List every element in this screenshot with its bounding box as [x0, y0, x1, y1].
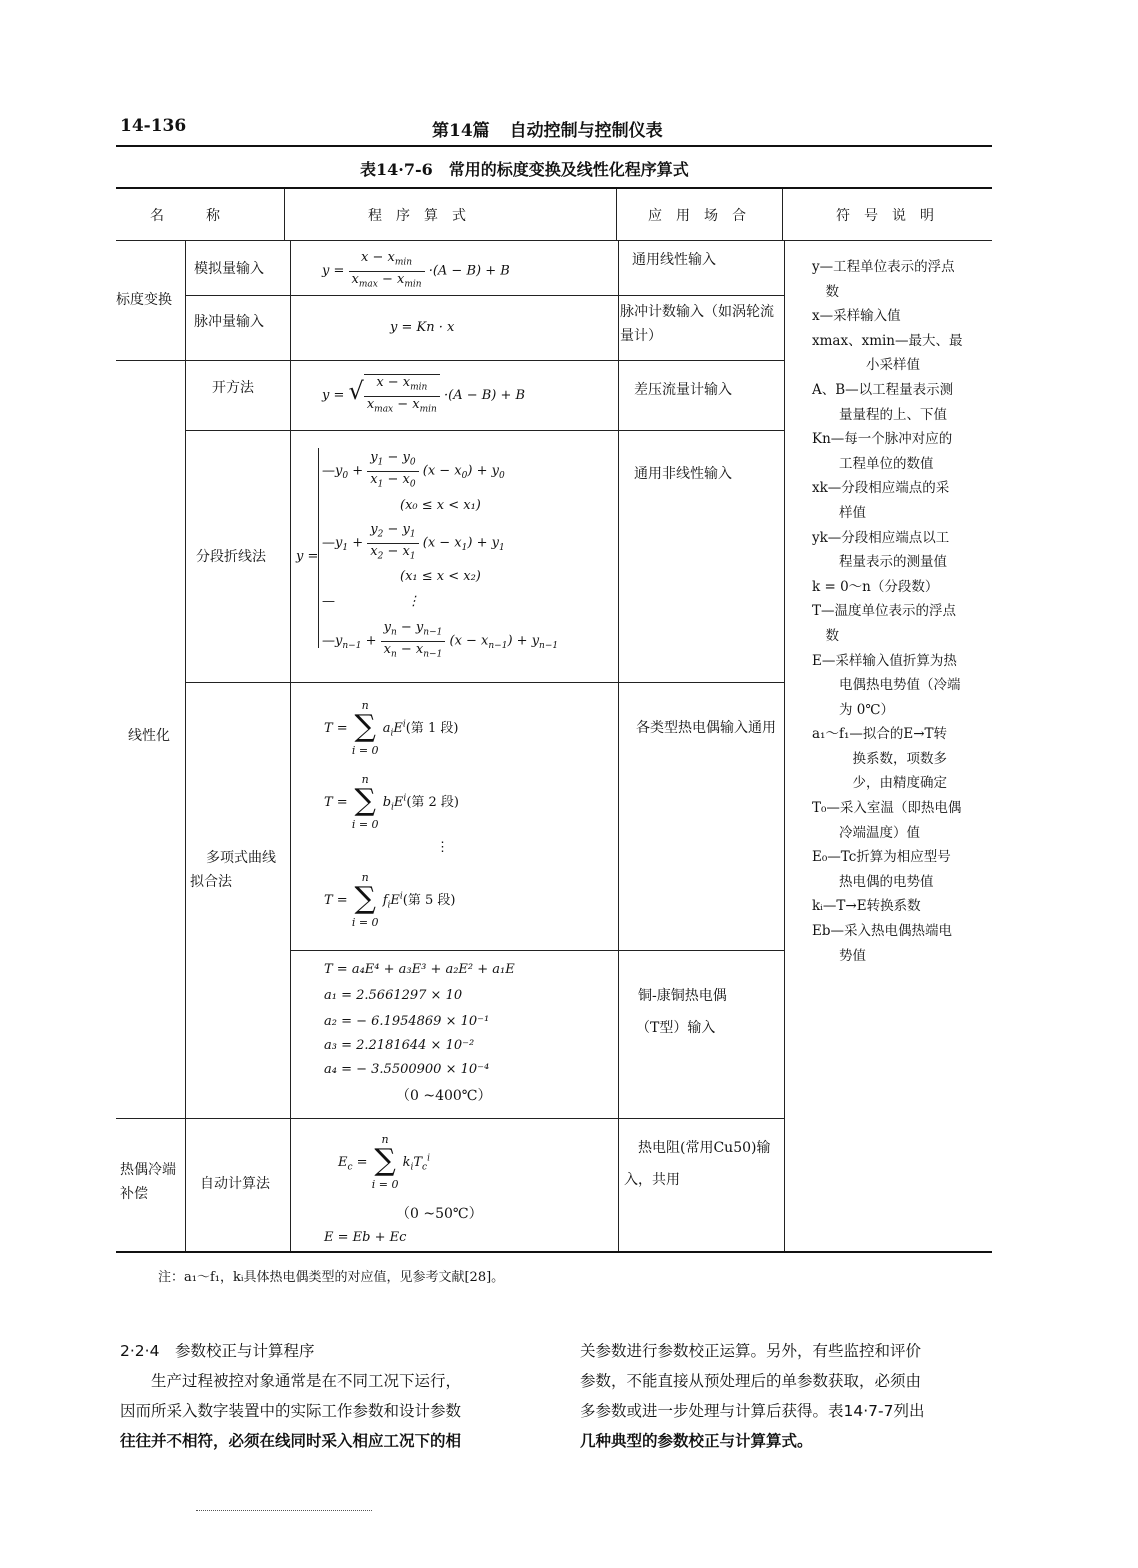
symbol-line: 样值 [812, 504, 866, 521]
formula-copper-a1: a₁ = 2.5661297 × 10 [324, 988, 463, 1003]
row-pulse-name: 脉冲量输入 [194, 314, 264, 330]
name-formula-divider [290, 240, 291, 1252]
col-header-symbols: 符 号 说 明 [836, 208, 934, 224]
col-header-formula: 程 序 算 式 [368, 208, 466, 224]
symbol-line: 工程单位的数值 [812, 455, 934, 472]
body-line: 因而所采入数字装置中的实际工作参数和设计参数 [120, 1402, 462, 1420]
symbol-line: x—采样输入值 [812, 308, 901, 325]
table-caption: 表14·7-6 常用的标度变换及线性化程序算式 [360, 160, 689, 179]
symbol-line: 数 [812, 283, 839, 300]
formula-sqrt: y = √ $\frac{x - x_{min}}{x_{max} - x_{min}}$ ·(A − B) + B [322, 374, 525, 417]
formula-poly-5: T = n ∑ i = 0 $f_iE^i$(第 5 段) [324, 871, 456, 929]
col-divider-1 [284, 189, 285, 240]
formula-seg1: $—y_0$ + $\frac{y_1 - y_0}{x_1 - x_0}$ $(x - x_0) + y_0$ [322, 450, 505, 490]
row-poly-application: 各类型热电偶输入通用 [636, 720, 776, 736]
symbol-line: 为 0℃） [812, 701, 894, 718]
section-number: 第14篇 [432, 121, 490, 141]
formula-pulse: y = Kn · x [390, 320, 455, 335]
row-sqrt-application: 差压流量计输入 [634, 382, 732, 398]
symbol-descriptions [812, 255, 994, 968]
formula-auto-range: （0 ~50℃） [396, 1206, 483, 1222]
row-piecewise-name: 分段折线法 [196, 549, 266, 565]
symbol-line: E—采样输入值折算为热 [812, 652, 957, 669]
formula-copper-range: （0 ~400℃） [396, 1088, 492, 1104]
section-title: 自动控制与控制仪表 [509, 121, 663, 141]
formula-seg2: $—y_1$ + $\frac{y_2 - y_1}{x_2 - x_1}$ $(x - x_1) + y_1$ [322, 522, 505, 562]
piecewise-brace [318, 448, 319, 648]
row-line-6 [116, 1118, 784, 1119]
formula-seg-ellipsis: — ⋮ [322, 594, 420, 609]
row-line-2 [116, 360, 784, 361]
formula-copper-a4: a₄ = − 3.5500900 × 10⁻⁴ [324, 1062, 490, 1077]
col-divider-3 [782, 189, 783, 240]
formula-poly-1: T = n ∑ i = 0 $a_iE^i$(第 1 段) [324, 699, 459, 757]
row-auto-name: 自动计算法 [200, 1176, 270, 1192]
formula-poly-2: T = n ∑ i = 0 $b_iE^i$(第 2 段) [324, 773, 459, 831]
body-right-column [580, 1336, 1000, 1456]
col-header-name: 名 称 [150, 208, 220, 224]
symbol-line: 量量程的上、下值 [812, 406, 947, 423]
body-line: 关参数进行参数校正运算。另外，有些监控和评价 [580, 1342, 922, 1360]
formula-poly-ellipsis: ⋮ [436, 840, 449, 855]
row-copper-application-2: （T型）输入 [636, 1020, 716, 1036]
group-thermocouple-compensation: 热偶冷端补偿 [120, 1162, 176, 1202]
body-line: 生产过程被控对象通常是在不同工况下运行， [120, 1372, 462, 1390]
sqrt-fraction: $\frac{x - x_{min}}{x_{max} - x_{min}}$ [364, 375, 440, 417]
formula-app-divider [618, 240, 619, 1252]
formula-copper-main: T = a₄E⁴ + a₃E³ + a₂E² + a₁E [324, 962, 515, 977]
symbol-line: 少，由精度确定 [812, 775, 947, 792]
symbol-line: Kn—每一个脉冲对应的 [812, 431, 953, 448]
symbol-line: yk—分段相应端点以工 [812, 529, 950, 546]
symbol-line: T₀—采入室温（即热电偶 [812, 800, 962, 817]
row-sqrt-name: 开方法 [212, 380, 254, 396]
symbol-line: 电偶热电势值（冷端 [812, 677, 961, 694]
row-copper-application-1: 铜-康铜热电偶 [638, 988, 727, 1004]
row-analog-name: 模拟量输入 [194, 261, 264, 277]
symbol-line: k = 0～n（分段数） [812, 578, 939, 595]
body-line: 往往并不相符，必须在线同时采入相应工况下的相 [120, 1432, 462, 1450]
symbol-line: T—温度单位表示的浮点 [812, 603, 957, 620]
section-heading: 2·2·4 参数校正与计算程序 [120, 1342, 315, 1360]
row-poly-name: 多项式曲线拟合法 [190, 850, 276, 890]
formula-auto-e: E = Eb + Ec [324, 1230, 407, 1245]
table-bottom-rule [116, 1251, 992, 1253]
col-divider-2 [616, 189, 617, 240]
symbol-line: xmax、xmin—最大、最 [812, 332, 963, 349]
row-pulse-application: 脉冲计数输入（如涡轮流量计） [620, 304, 774, 344]
formula-copper-a2: a₂ = − 6.1954869 × 10⁻¹ [324, 1014, 490, 1029]
formula-auto-ec: $E_c$ = n ∑ i = 0 $k_iT_c^i$ [338, 1133, 430, 1191]
header-rule [116, 145, 992, 147]
table-note: 注：a₁～f₁，kᵢ具体热电偶类型的对应值，见参考文献[28]。 [158, 1270, 505, 1285]
row-auto-application: 热电阻(常用Cu50)输入，共用 [624, 1140, 771, 1188]
symbol-line: 冷端温度）值 [812, 824, 920, 841]
formula-copper-a3: a₃ = 2.2181644 × 10⁻² [324, 1038, 475, 1053]
symbol-line: xk—分段相应端点的采 [812, 480, 950, 497]
formula-seg1-range: (x₀ ≤ x < x₁) [400, 498, 481, 513]
symbol-line: E₀—Tc折算为相应型号 [812, 849, 951, 866]
formula-piecewise-y: y = [296, 549, 319, 564]
symbol-line: 程量表示的测量值 [812, 554, 947, 571]
row-line-4 [185, 682, 784, 683]
symbol-line: 换系数，项数多 [812, 750, 947, 767]
row-line-5 [290, 950, 784, 951]
row-line-1 [185, 295, 784, 296]
symbol-line: 热电偶的电势值 [812, 873, 934, 890]
page-number: 14-136 [120, 116, 187, 136]
body-line: 多参数或进一步处理与计算后获得。表14·7-7列出 [580, 1402, 925, 1420]
formula-analog: y = $\frac{x - x_{min}}{x_{max} - x_{min}}$ ·(A − B) + B [322, 250, 510, 292]
symbol-line: A、B—以工程量表示测 [812, 381, 954, 398]
col-header-application: 应 用 场 合 [648, 208, 746, 224]
bottom-dotted-rule [196, 1510, 372, 1511]
group-scale-transform: 标度变换 [116, 292, 172, 308]
analog-fraction: $\frac{x - x_{min}}{x_{max} - x_{min}}$ [349, 250, 425, 292]
row-piecewise-application: 通用非线性输入 [634, 466, 732, 482]
row-line-3 [185, 430, 784, 431]
table-top-rule [116, 187, 992, 189]
row-analog-application: 通用线性输入 [632, 252, 716, 268]
body-left-column [120, 1366, 550, 1456]
app-symbol-divider [784, 240, 785, 1252]
symbol-line: a₁～f₁—拟合的E→T转 [812, 726, 948, 743]
formula-seg2-range: (x₁ ≤ x < x₂) [400, 569, 481, 584]
body-line: 几种典型的参数校正与计算算式。 [580, 1432, 813, 1450]
symbol-line: y—工程单位表示的浮点 [812, 259, 955, 275]
section-label [432, 116, 663, 141]
body-line: 参数，不能直接从预处理后的单参数获取，必须由 [580, 1372, 922, 1390]
group-divider [185, 240, 186, 1252]
group-linearization: 线性化 [128, 728, 170, 744]
symbol-line: kᵢ—T→E转换系数 [812, 898, 921, 915]
symbol-line: Eb—采入热电偶热端电 [812, 923, 952, 940]
header-bottom-rule [116, 240, 992, 241]
symbol-line: 势值 [812, 947, 866, 964]
symbol-line: 小采样值 [812, 357, 920, 374]
symbol-line: 数 [812, 627, 839, 644]
formula-segn: $—y_{n-1}$ + $\frac{y_n - y_{n-1}}{x_n - x_{n-1}}$ $(x - x_{n-1}) + y_{n-1}$ [322, 620, 559, 660]
